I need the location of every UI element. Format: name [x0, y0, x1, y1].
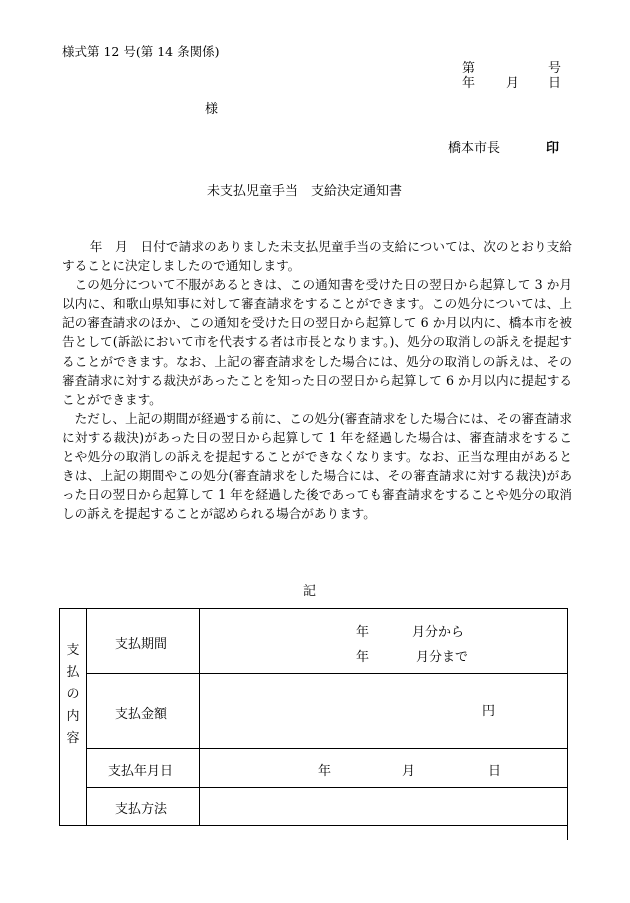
table-divider-category — [86, 608, 87, 826]
ki-heading: 記 — [303, 584, 317, 599]
category-label — [66, 640, 80, 750]
payment-date-day: 日 — [488, 764, 502, 779]
table-row-divider — [86, 673, 568, 674]
payment-date-year: 年 — [318, 764, 332, 779]
date-year-label: 年 — [462, 76, 476, 91]
table-right-border — [567, 608, 568, 840]
form-number: 様式第 12 号(第 14 条関係) — [62, 44, 220, 59]
date-day-label: 日 — [548, 76, 562, 91]
table-row-divider — [86, 787, 568, 788]
number-prefix: 第 — [462, 61, 476, 76]
document-title: 未支払児童手当 支給決定通知書 — [207, 184, 403, 199]
issuer-name: 橋本市長 — [448, 141, 501, 156]
date-label: 支払年月日 — [108, 764, 174, 779]
body-paragraph-1: 年 月 日付で請求のありました未支払児童手当の支給については、次のとおり支給することに決定しましたので通知します。 — [62, 239, 572, 274]
number-suffix: 号 — [548, 61, 562, 76]
category-char: の — [66, 687, 80, 702]
table-divider-label — [199, 608, 200, 826]
table-row-divider — [86, 748, 568, 749]
amount-unit: 円 — [482, 704, 496, 719]
body-paragraph-3: ただし、上記の期間が経過する前に、この処分(審査請求をした場合には、その審査請求に対する裁決)があった日の翌日から起算して 1 年を経過した場合は、審査請求をすることや処分の取消しの訴えを提起することができなくなります。なお、正当な理由があるときは、上記の期間やこの処分(審査請求をした場合には、その審査請求に対する裁決)があった日の翌日から起算して 1 年を経過した後であっても審査請求をすることや処分の取消しの訴えを提起することが認められる場合があります。 — [62, 410, 572, 522]
category-char: 内 — [66, 709, 80, 724]
method-label: 支払方法 — [115, 802, 168, 817]
notice-body — [62, 237, 572, 523]
date-month-label: 月 — [506, 76, 520, 91]
recipient-suffix: 様 — [205, 102, 219, 117]
payment-date-month: 月 — [402, 764, 416, 779]
amount-label: 支払金額 — [115, 707, 168, 722]
period-from-month: 月分から — [412, 625, 465, 640]
period-from-year: 年 — [356, 625, 370, 640]
category-char: 支 — [66, 643, 80, 658]
category-char: 容 — [66, 731, 80, 746]
seal-mark: 印 — [546, 141, 560, 156]
period-to-year: 年 — [356, 650, 370, 665]
period-to-month: 月分まで — [416, 650, 469, 665]
category-char: 払 — [66, 665, 80, 680]
body-paragraph-2: この処分について不服があるときは、この通知書を受けた日の翌日から起算して 3 か月以内に、和歌山県知事に対して審査請求をすることができます。この処分については、上記の審査請求のほか、この通知を受けた日の翌日から起算して 6 か月以内に、橋本市を被告として(訴訟において市を代表する者は市長となります。)、処分の取消しの訴えを提起することができます。なお、上記の審査請求をした場合には、処分の取消しの訴えは、その審査請求に対する裁決があったことを知った日の翌日から起算して 6 か月以内に提起することができます。 — [62, 277, 572, 407]
period-label: 支払期間 — [115, 637, 168, 652]
